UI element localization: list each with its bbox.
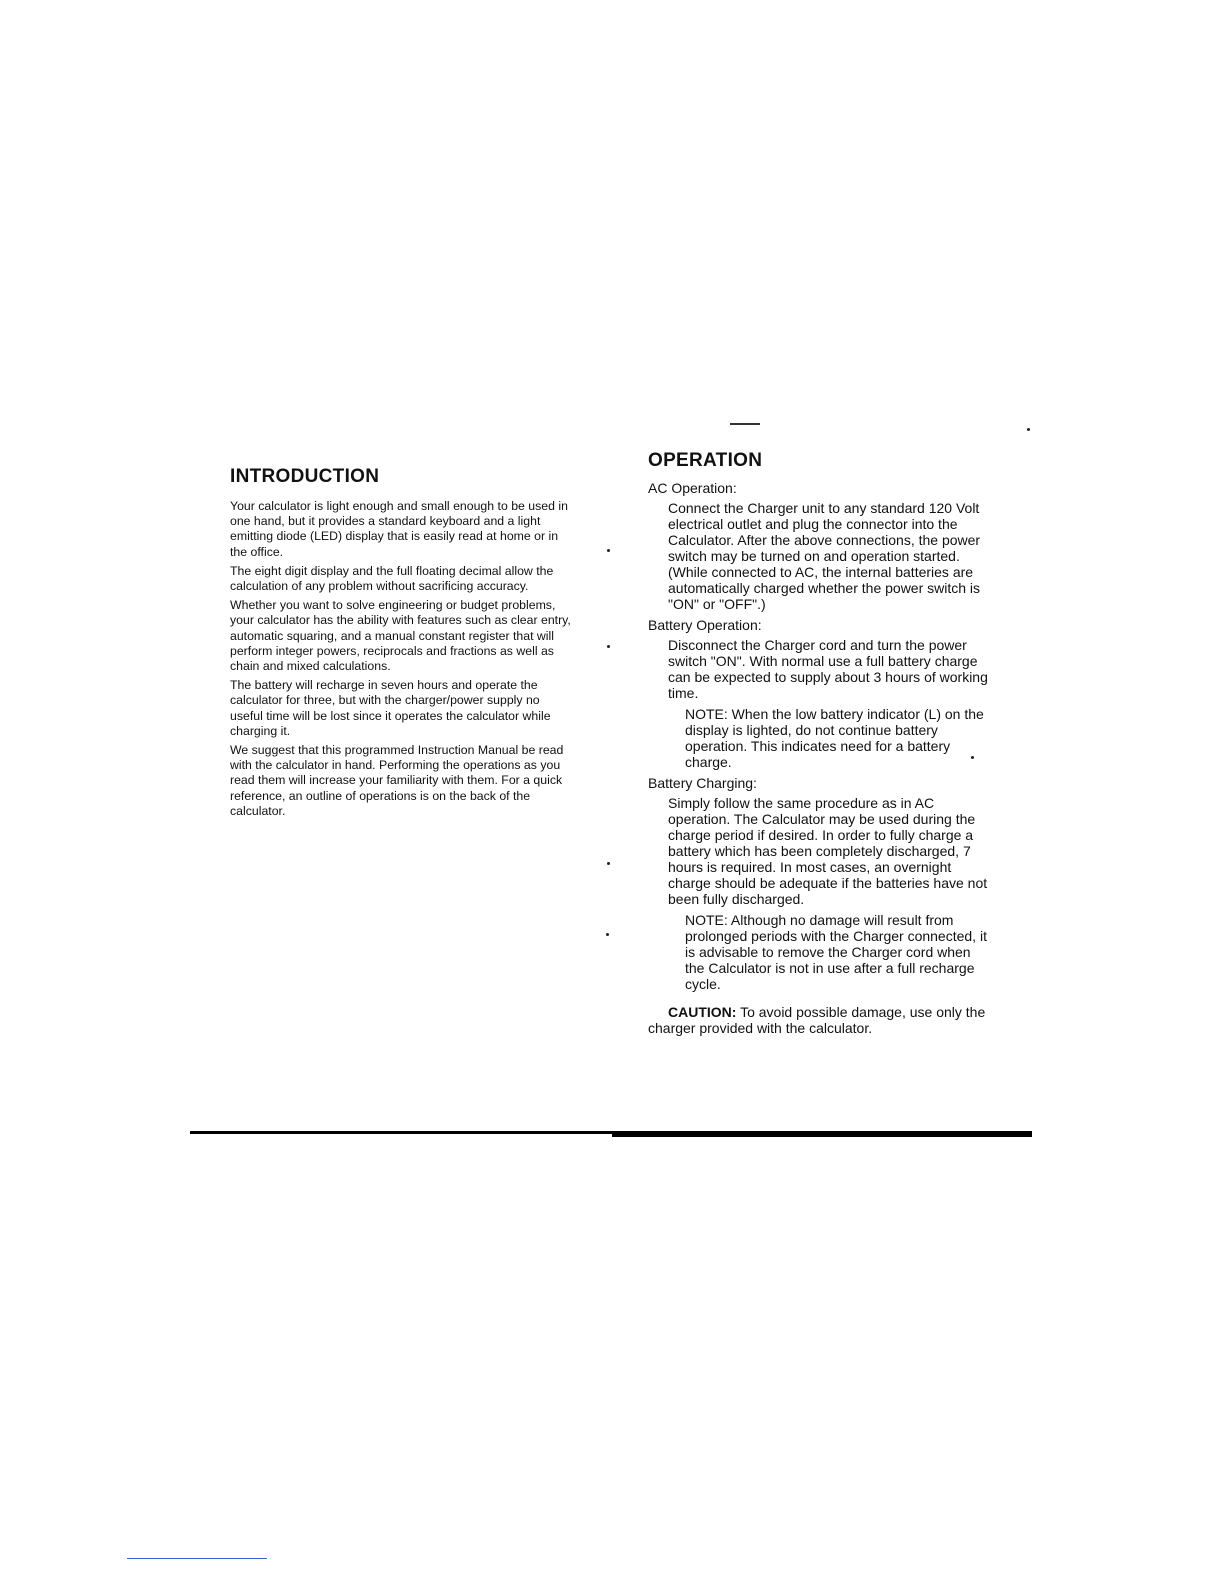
scan-dot xyxy=(607,645,610,648)
operation-section xyxy=(648,450,993,1036)
bottom-rule-right xyxy=(612,1131,1032,1137)
scan-dot xyxy=(607,862,610,865)
intro-paragraph: Your calculator is light enough and small enough to be used in one hand, but it provides a standard keyboard and a light emitting diode (LED) display that is easily read at home or in the office. xyxy=(230,499,568,559)
ac-operation-body: Connect the Charger unit to any standard 120 Volt electrical outlet and plug the connector into the Calculator. After the above connections, the power switch may be turned on and operation started. (While connected to AC, the internal batteries are automatically charged whether the power switch is "ON" or "OFF".) xyxy=(668,500,981,612)
ac-operation-label: AC Operation: xyxy=(648,480,737,496)
caution-body: To avoid possible damage, use only the charger provided with the calculator. xyxy=(648,1004,986,1036)
scan-dot xyxy=(606,933,609,936)
operation-heading: OPERATION xyxy=(648,450,763,471)
introduction-heading: INTRODUCTION xyxy=(230,466,380,487)
battery-operation-body: Disconnect the Charger cord and turn the power switch "ON". With normal use a full battery charge can be expected to supply about 3 hours of working time. xyxy=(668,637,988,701)
page-underline-mark xyxy=(127,1558,267,1559)
intro-paragraph: Whether you want to solve engineering or budget problems, your calculator has the ability with features such as clear entry, automatic squaring, and a manual constant register that will perform integer powers, reciprocals and fractions as well as chain and mixed calculations. xyxy=(230,598,571,674)
intro-paragraph: The battery will recharge in seven hours and operate the calculator for three, but with the charger/power supply no useful time will be lost since it operates the calculator while charging it. xyxy=(230,678,551,738)
battery-operation-note: NOTE: When the low battery indicator (L) on the display is lighted, do not continue battery operation. This indicates need for a battery charge. xyxy=(685,706,984,770)
bottom-rule-left xyxy=(190,1131,615,1134)
intro-paragraph: The eight digit display and the full floating decimal allow the calculation of any problem without sacrificing accuracy. xyxy=(230,563,554,594)
scan-dot xyxy=(1027,428,1030,431)
scan-dot xyxy=(607,549,610,552)
intro-paragraph: We suggest that this programmed Instruction Manual be read with the calculator in hand. Performing the operations as you read them will increase your familiarity with them. For a quick reference, an outline of operations is on the back of the calculator. xyxy=(230,743,564,818)
battery-charging-label: Battery Charging: xyxy=(648,775,757,791)
scan-mark xyxy=(730,423,760,425)
battery-operation-label: Battery Operation: xyxy=(648,617,762,633)
battery-charging-note: NOTE: Although no damage will result from prolonged periods with the Charger connected, it is advisable to remove the Charger cord when the Calculator is not in use after a full recharge cycle. xyxy=(685,912,987,992)
introduction-section xyxy=(230,466,575,823)
battery-charging-body: Simply follow the same procedure as in AC operation. The Calculator may be used during the charge period if desired. In order to fully charge a battery which has been completely discharged, 7 hours is required. In most cases, an overnight charge should be adequate if the batteries have not been fully discharged. xyxy=(668,795,988,907)
caution-label: CAUTION: xyxy=(668,1004,737,1020)
caution-text xyxy=(648,1004,993,1036)
